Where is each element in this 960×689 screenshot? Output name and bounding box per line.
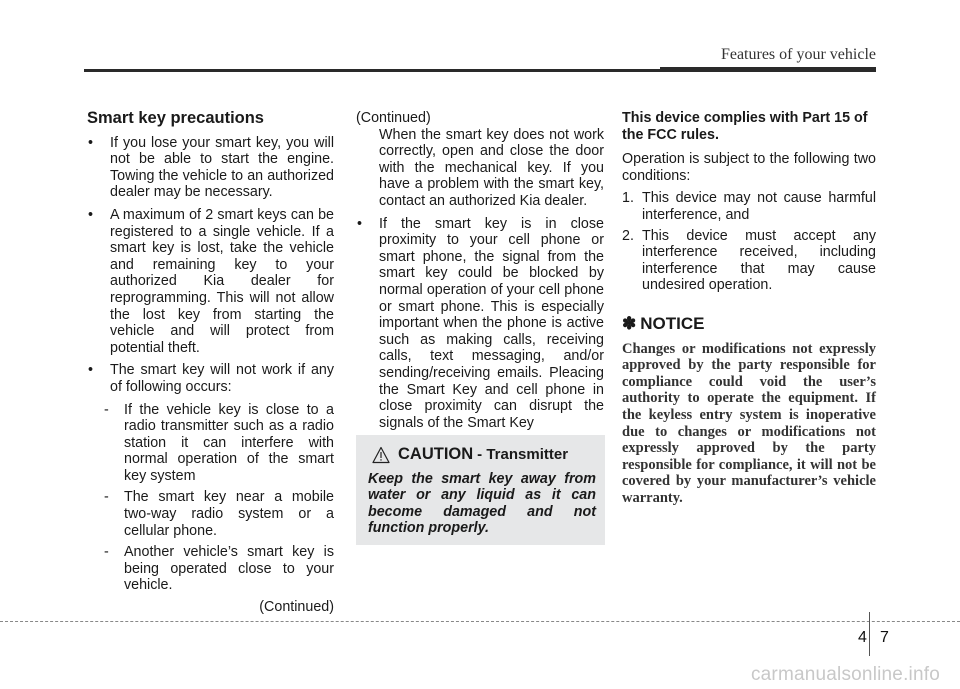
bullet-item bbox=[87, 362, 334, 395]
notice-body: Changes or modifications not expressly approved by the party responsible for compliance could void the user’s authority to operate the equipment. If the keyless entry system is inoperative due to changes or modifications not expressly approved by the party responsible for compliance, it will not be covered by your manufacturer’s vehicle warranty. bbox=[622, 340, 876, 506]
bullet-item bbox=[356, 216, 604, 432]
item-text: This device may not cause harmful interference, and bbox=[642, 190, 876, 223]
page-number-separator bbox=[869, 612, 870, 656]
warning-triangle-icon bbox=[372, 446, 390, 464]
continued-label: (Continued) bbox=[259, 599, 334, 616]
sub-dash: - bbox=[104, 489, 109, 506]
bullet-item bbox=[87, 207, 334, 356]
chapter-number: 4 bbox=[858, 629, 867, 646]
page-number: 7 bbox=[880, 629, 889, 646]
sub-text: If the vehicle key is close to a radio transmitter such as a radio station it can interfere with normal operation of the smart key system bbox=[124, 401, 334, 484]
bullet-text: If the smart key is in close proximity to your cell phone or smart phone, the signal from the smart key could be blocked by normal operation of your cell phone or smart phone. This is especially important when the phone is active such as making calls, receiving calls, text messaging, and/or sending/receiving emails. Pleacing the Smart Key and cell phone in close proximity can disrupt the signals of the Smart Key bbox=[379, 215, 604, 431]
continued-label: (Continued) bbox=[356, 110, 431, 126]
item-number: 2. bbox=[622, 227, 634, 244]
paragraph: When the smart key does not work correctly, open and close the door with the mechanical key. If you have a problem with the smart key, contact an authorized Kia dealer. bbox=[379, 126, 604, 209]
caution-box bbox=[356, 435, 605, 545]
sub-dash: - bbox=[104, 544, 109, 561]
numbered-item bbox=[622, 190, 876, 223]
numbered-item bbox=[622, 228, 876, 294]
sub-item bbox=[87, 489, 334, 539]
sub-text: The smart key near a mobile two-way radio system or a cellular phone. bbox=[124, 489, 334, 539]
bullet-item bbox=[87, 135, 334, 201]
watermark: carmanualsonline.info bbox=[750, 664, 940, 685]
notice-label: NOTICE bbox=[640, 313, 705, 333]
sub-text: Another vehicle’s smart key is being operated close to your vehicle. bbox=[124, 544, 334, 594]
sub-dash: - bbox=[104, 401, 109, 418]
sub-item bbox=[87, 402, 334, 485]
fcc-heading: This device complies with Part 15 of the FCC rules. bbox=[622, 110, 868, 143]
header-rule bbox=[84, 69, 660, 72]
bullet-dot: • bbox=[88, 206, 94, 223]
item-number: 1. bbox=[622, 190, 634, 207]
column-3 bbox=[622, 110, 876, 506]
star-icon: ✽ bbox=[622, 313, 637, 333]
item-text: This device must accept any interference received, including interference that may cause undesired operation. bbox=[642, 227, 876, 294]
footer-rule bbox=[0, 621, 960, 622]
sub-item bbox=[87, 544, 334, 594]
bullet-dot: • bbox=[88, 362, 94, 379]
bullet-text: A maximum of 2 smart keys can be registered to a single vehicle. If a smart key is lost, take the vehicle and remaining key to your authorized Kia dealer for reprogramming. This will not allow the lost key from starting the vehicle and will protect from potential theft. bbox=[110, 206, 334, 356]
header-title: Features of your vehicle bbox=[720, 46, 876, 63]
caution-title bbox=[372, 445, 568, 464]
paragraph: Operation is subject to the following two conditions: bbox=[622, 151, 876, 184]
section-heading: Smart key precautions bbox=[87, 109, 264, 127]
bullet-dot: • bbox=[357, 215, 363, 232]
header-rule-accent bbox=[660, 67, 876, 72]
caution-text: Keep the smart key away from water or any liquid as it can become damaged and not function properly. bbox=[368, 471, 596, 537]
bullet-dot: • bbox=[88, 134, 94, 151]
caution-subtitle: - Transmitter bbox=[477, 446, 569, 463]
bullet-text: The smart key will not work if any of following occurs: bbox=[110, 362, 334, 395]
notice-heading bbox=[622, 313, 876, 333]
column-2 bbox=[356, 110, 604, 437]
column-1 bbox=[87, 110, 334, 616]
bullet-text: If you lose your smart key, you will not be able to start the engine. Towing the vehicle to an authorized dealer may be necessary. bbox=[110, 134, 334, 201]
caution-word: CAUTION bbox=[398, 445, 474, 463]
